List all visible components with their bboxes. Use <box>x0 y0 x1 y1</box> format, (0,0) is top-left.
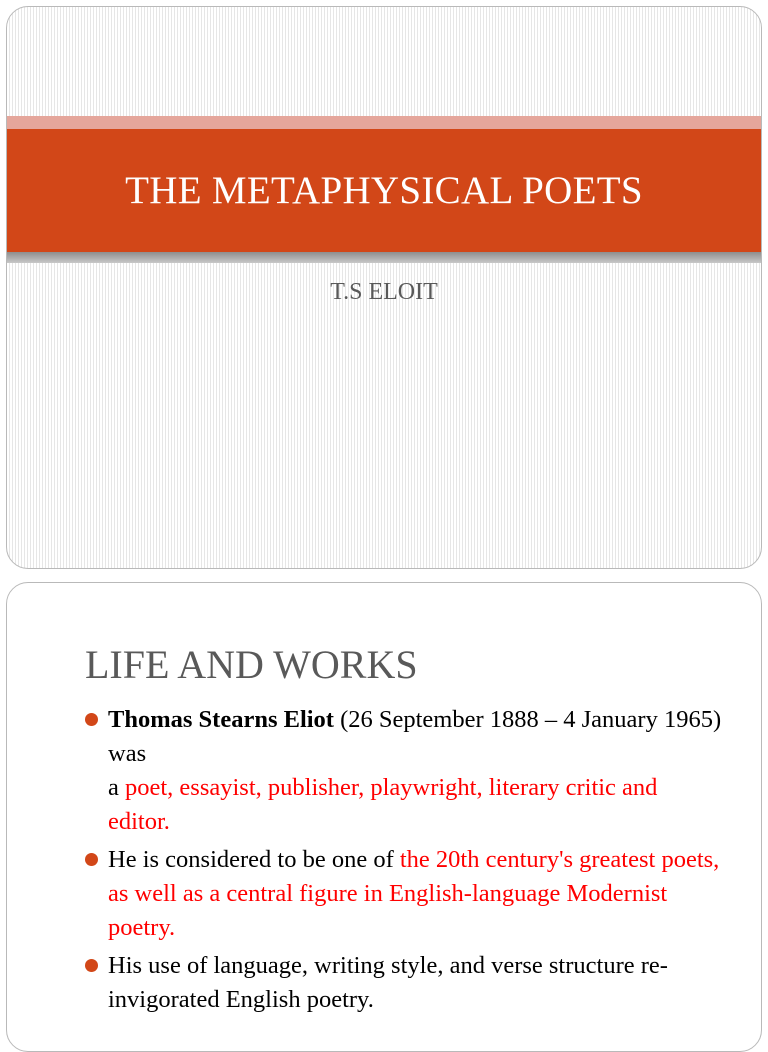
title-band-top-stripe <box>7 116 761 129</box>
bullet-item-influence <box>83 949 723 1017</box>
bullet-item-biography <box>83 703 723 839</box>
bullet-text: He is considered to be one of <box>108 846 400 873</box>
title-slide <box>6 6 762 569</box>
bullet-highlight-text: poet, essayist, publisher, playwright, literary critic and editor. <box>108 774 658 835</box>
title-band-main <box>7 129 761 252</box>
bullet-item-reputation <box>83 843 723 945</box>
bullet-highlight-text: the 20th century's greatest poets, as well as a central figure in English-language Modernist poetry. <box>108 846 720 941</box>
content-slide <box>6 582 762 1052</box>
bullet-text: His use of language, writing style, and verse structure re-invigorated English poetry. <box>108 952 668 1013</box>
section-heading: LIFE AND WORKS <box>85 642 418 687</box>
bullet-dot-icon <box>85 959 98 972</box>
slide-title: THE METAPHYSICAL POETS <box>125 169 643 212</box>
author-name: Thomas Stearns Eliot <box>108 706 334 733</box>
slide-subtitle: T.S ELOIT <box>330 279 438 305</box>
title-band <box>7 116 761 275</box>
bullet-dot-icon <box>85 713 98 726</box>
bullet-text: a <box>108 774 125 801</box>
bullet-list <box>83 703 723 1021</box>
bullet-text: (26 September 1888 – 4 January 1965) was <box>108 706 722 767</box>
bullet-dot-icon <box>85 853 98 866</box>
title-band-shadow <box>7 252 761 263</box>
